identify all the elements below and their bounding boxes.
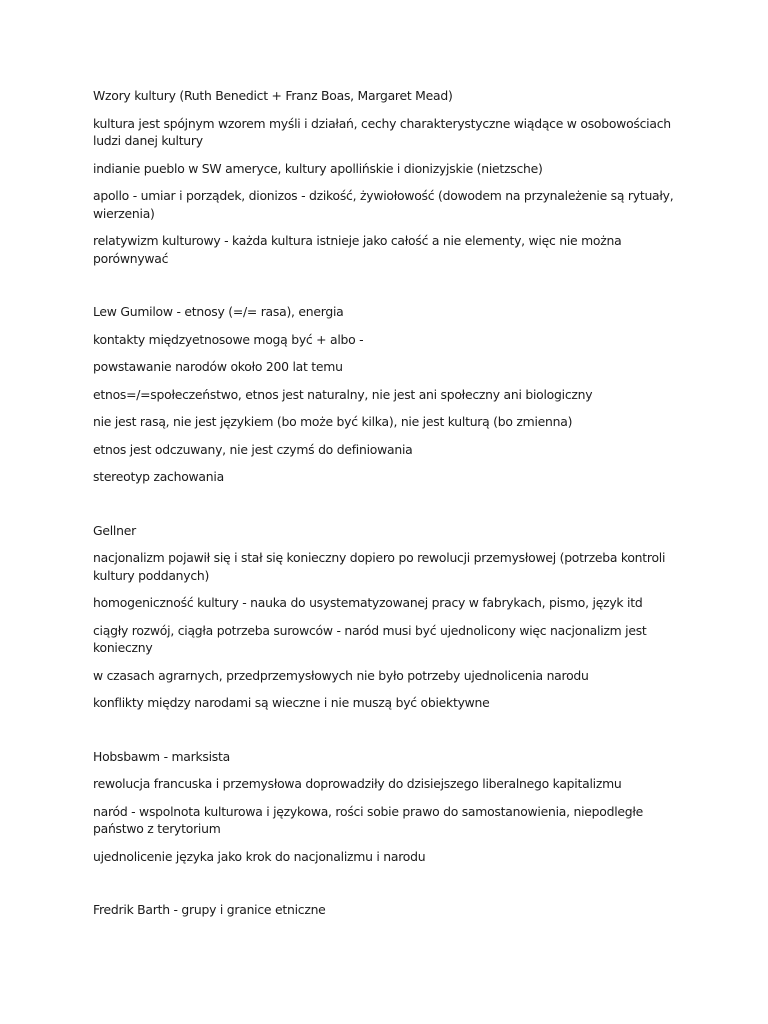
section-heading: Wzory kultury (Ruth Benedict + Franz Boas, Margaret Mead)	[93, 88, 453, 103]
note-paragraph: rewolucja francuska i przemysłowa doprowadziły do dzisiejszego liberalnego kapitalizmu	[93, 776, 622, 791]
note-paragraph: nie jest rasą, nie jest językiem (bo może być kilka), nie jest kulturą (bo zmienna)	[93, 414, 573, 429]
note-paragraph: konflikty między narodami są wieczne i nie muszą być obiektywne	[93, 695, 490, 710]
note-paragraph: etnos jest odczuwany, nie jest czymś do definiowania	[93, 441, 413, 457]
section-heading: Gellner	[93, 522, 136, 538]
section-hobsbawm	[93, 748, 693, 866]
note-paragraph: w czasach agrarnych, przedprzemysłowych nie było potrzeby ujednolicenia narodu	[93, 667, 589, 683]
note-paragraph: apollo - umiar i porządek, dionizos - dzikość, żywiołowość (dowodem na przynależenie są rytuały, wierzenia)	[93, 188, 674, 221]
note-paragraph: stereotyp zachowania	[93, 469, 224, 484]
note-paragraph: ciągły rozwój, ciągła potrzeba surowców - naród musi być ujednolicony więc nacjonalizm jest konieczny	[93, 622, 647, 655]
section-gumilow	[93, 303, 693, 486]
section-barth	[93, 901, 693, 919]
section-benedict	[93, 87, 693, 267]
section-heading: Hobsbawm - marksista	[93, 748, 230, 764]
note-paragraph: nacjonalizm pojawił się i stał się konieczny dopiero po rewolucji przemysłowej (potrzeba kontroli kultury poddanych)	[93, 550, 666, 583]
note-paragraph: relatywizm kulturowy - każda kultura istnieje jako całość a nie elementy, więc nie można porównywać	[93, 233, 622, 266]
note-paragraph: homogeniczność kultury - nauka do usystematyzowanej pracy w fabrykach, pismo, język itd	[93, 595, 643, 610]
note-paragraph: etnos=/=społeczeństwo, etnos jest naturalny, nie jest ani społeczny ani biologiczny	[93, 386, 593, 402]
note-paragraph: kontakty międzyetnosowe mogą być + albo -	[93, 331, 364, 347]
note-paragraph: indianie pueblo w SW ameryce, kultury apollińskie i dionizyjskie (nietzsche)	[93, 160, 543, 176]
section-gellner	[93, 522, 693, 712]
note-paragraph: naród - wspolnota kulturowa i językowa, rości sobie prawo do samostanowienia, niepodległe państwo z terytorium	[93, 803, 644, 836]
note-paragraph: ujednolicenie języka jako krok do nacjonalizmu i narodu	[93, 848, 426, 864]
note-paragraph: powstawanie narodów około 200 lat temu	[93, 359, 343, 374]
note-paragraph: kultura jest spójnym wzorem myśli i działań, cechy charakterystyczne wiądące w osobowościach ludzi danej kultury	[93, 115, 671, 148]
document-body	[93, 87, 693, 919]
section-heading: Fredrik Barth - grupy i granice etniczne	[93, 902, 326, 917]
section-heading: Lew Gumilow - etnosy (=/= rasa), energia	[93, 304, 344, 319]
